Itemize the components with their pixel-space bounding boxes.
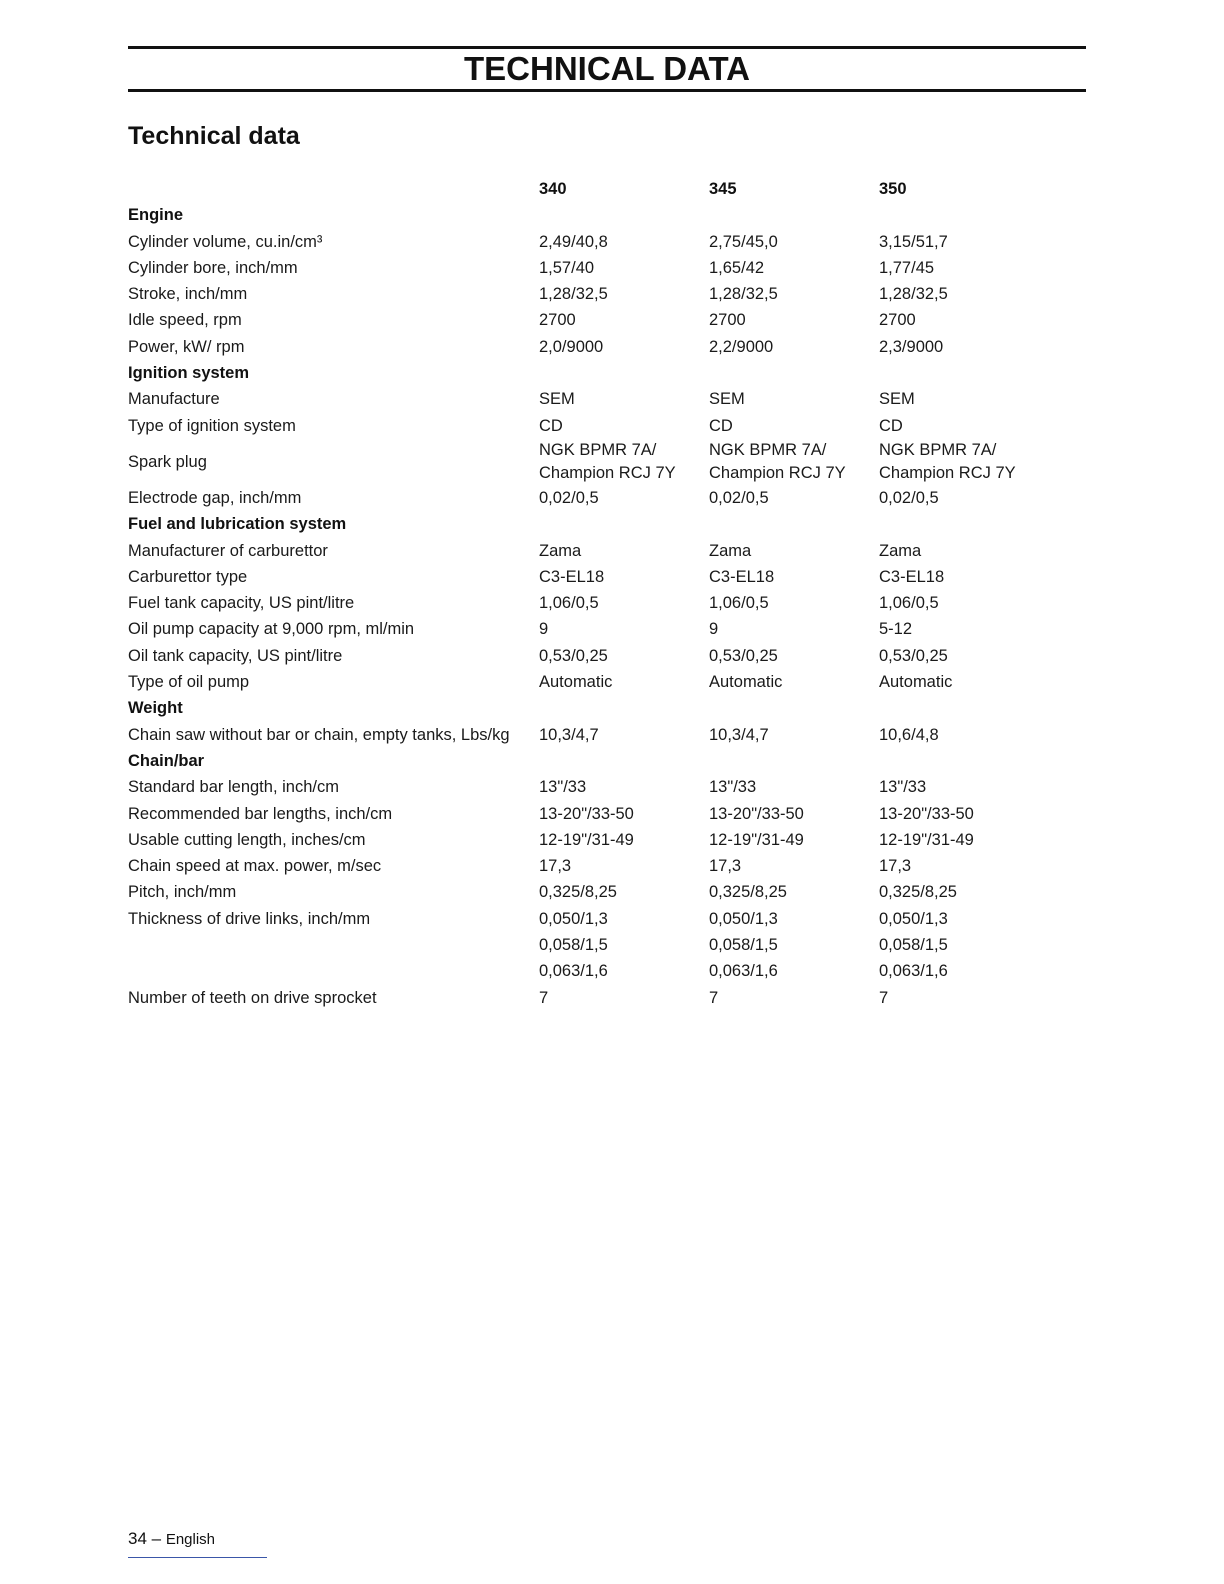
spec-value-340: 0,063/1,6 [539, 962, 608, 981]
spec-row [128, 643, 1088, 669]
spec-label: Recommended bar lengths, inch/cm [128, 804, 393, 823]
section-heading: Chain/bar [128, 751, 205, 770]
spec-value-345: 0,53/0,25 [709, 646, 778, 665]
spec-value-340: 9 [539, 620, 549, 639]
spec-value-350: 13-20"/33-50 [879, 804, 974, 823]
spec-row [128, 932, 1088, 958]
page-number: 34 [128, 1529, 147, 1548]
spec-value-340: 1,28/32,5 [539, 285, 608, 304]
spec-value-350: C3-EL18 [879, 567, 945, 586]
spec-value-350: 0,53/0,25 [879, 646, 948, 665]
section-heading: Ignition system [128, 364, 250, 383]
spec-value-350: Automatic [879, 673, 953, 692]
spec-row [128, 538, 1088, 564]
spec-value-345: 9 [709, 620, 719, 639]
spec-row [128, 985, 1088, 1011]
section-heading-row [128, 202, 1088, 228]
spec-value-340: CD [539, 416, 563, 435]
spec-value-340: 1,06/0,5 [539, 594, 599, 613]
spec-label: Type of oil pump [128, 673, 250, 692]
spec-row [128, 616, 1088, 642]
spec-value-345: 2700 [709, 311, 746, 330]
spec-value-350: 12-19"/31-49 [879, 830, 974, 849]
spec-value-350: NGK BPMR 7A/ Champion RCJ 7Y [879, 440, 1016, 482]
spec-value-340: Zama [539, 541, 582, 560]
spec-value-345: CD [709, 416, 733, 435]
section-heading-row [128, 748, 1088, 774]
spec-value-350: 2700 [879, 311, 916, 330]
spec-label: Spark plug [128, 452, 207, 471]
header-rule-top [128, 46, 1086, 49]
spec-row [128, 255, 1088, 281]
header-rule-bottom [128, 89, 1086, 92]
model-header-row [128, 176, 1088, 202]
spec-value-350: 1,77/45 [879, 258, 935, 277]
spec-value-345: NGK BPMR 7A/ Champion RCJ 7Y [709, 440, 846, 482]
spec-row [128, 879, 1088, 905]
spec-value-350: 17,3 [879, 857, 912, 876]
spec-value-340: 0,325/8,25 [539, 883, 617, 902]
technical-data-table [128, 176, 1088, 1011]
spec-value-345: 2,2/9000 [709, 337, 774, 356]
page-header-title: TECHNICAL DATA [464, 50, 750, 87]
section-heading-row [128, 360, 1088, 386]
spec-value-345: C3-EL18 [709, 567, 775, 586]
spec-label: Stroke, inch/mm [128, 285, 248, 304]
spec-value-350: 7 [879, 988, 889, 1007]
spec-row [128, 774, 1088, 800]
spec-value-350: 3,15/51,7 [879, 232, 948, 251]
spec-label: Electrode gap, inch/mm [128, 488, 302, 507]
spec-label: Manufacturer of carburettor [128, 541, 328, 560]
spec-row [128, 853, 1088, 879]
spec-value-340: 0,058/1,5 [539, 936, 608, 955]
spec-label: Idle speed, rpm [128, 311, 242, 330]
spec-row [128, 485, 1088, 511]
spec-value-350: 2,3/9000 [879, 337, 944, 356]
spec-row [128, 334, 1088, 360]
section-heading: Engine [128, 206, 184, 225]
spec-label: Type of ignition system [128, 416, 296, 435]
spec-label: Chain speed at max. power, m/sec [128, 857, 382, 876]
spec-value-345: 17,3 [709, 857, 742, 876]
spec-row [128, 413, 1088, 439]
spec-value-340: NGK BPMR 7A/ Champion RCJ 7Y [539, 440, 676, 482]
spec-value-345: 13-20"/33-50 [709, 804, 804, 823]
spec-value-345: 12-19"/31-49 [709, 830, 804, 849]
spec-label: Thickness of drive links, inch/mm [128, 909, 371, 928]
section-heading-row [128, 511, 1088, 537]
spec-value-345: 7 [709, 988, 719, 1007]
spec-value-350: 0,02/0,5 [879, 488, 939, 507]
spec-value-345: 0,063/1,6 [709, 962, 778, 981]
spec-label: Chain saw without bar or chain, empty tanks, Lbs/kg [128, 725, 510, 744]
spec-value-350: Zama [879, 541, 922, 560]
section-heading: Fuel and lubrication system [128, 515, 347, 534]
spec-value-345: 0,02/0,5 [709, 488, 769, 507]
spec-value-350: 13"/33 [879, 778, 927, 797]
spec-value-350: CD [879, 416, 903, 435]
spec-value-345: 10,3/4,7 [709, 725, 769, 744]
spec-row [128, 827, 1088, 853]
spec-value-350: 10,6/4,8 [879, 725, 939, 744]
spec-value-340: 2,0/9000 [539, 337, 604, 356]
spec-row [128, 801, 1088, 827]
spec-value-350: 0,058/1,5 [879, 936, 948, 955]
spec-row [128, 281, 1088, 307]
spec-label: Carburettor type [128, 567, 248, 586]
spec-value-345: 0,050/1,3 [709, 909, 778, 928]
spec-value-340: 7 [539, 988, 549, 1007]
spec-label: Number of teeth on drive sprocket [128, 988, 377, 1007]
spec-row [128, 906, 1088, 932]
spec-value-340: 0,050/1,3 [539, 909, 608, 928]
spec-value-340: 1,57/40 [539, 258, 595, 277]
spec-value-345: SEM [709, 390, 745, 409]
spec-label: Usable cutting length, inches/cm [128, 830, 366, 849]
spec-rows [128, 202, 1088, 1011]
spec-label: Fuel tank capacity, US pint/litre [128, 594, 355, 613]
spec-value-345: 1,65/42 [709, 258, 765, 277]
spec-row [128, 590, 1088, 616]
model-header-345: 345 [709, 180, 737, 198]
spec-value-350: SEM [879, 390, 915, 409]
spec-label: Standard bar length, inch/cm [128, 778, 339, 797]
section-title: Technical data [128, 122, 300, 150]
spec-value-350: 0,325/8,25 [879, 883, 957, 902]
spec-row [128, 229, 1088, 255]
spec-value-340: SEM [539, 390, 575, 409]
footer-language: English [165, 1531, 216, 1548]
spec-value-345: 2,75/45,0 [709, 232, 778, 251]
spec-value-345: 13"/33 [709, 778, 757, 797]
spec-label: Power, kW/ rpm [128, 337, 245, 356]
spec-value-350: 5-12 [879, 620, 913, 639]
spec-value-350: 0,050/1,3 [879, 909, 948, 928]
footer-separator: – [146, 1529, 166, 1548]
spec-row [128, 564, 1088, 590]
spec-value-345: 1,28/32,5 [709, 285, 778, 304]
spec-row [128, 722, 1088, 748]
spec-value-345: 0,058/1,5 [709, 936, 778, 955]
spec-value-340: C3-EL18 [539, 567, 605, 586]
spec-label: Pitch, inch/mm [128, 883, 237, 902]
spec-value-340: 12-19"/31-49 [539, 830, 634, 849]
spec-value-345: Zama [709, 541, 752, 560]
spec-row [128, 307, 1088, 333]
page-footer [128, 1528, 215, 1551]
spec-label: Cylinder volume, cu.in/cm³ [128, 232, 323, 251]
spec-label: Manufacture [128, 390, 220, 409]
spec-value-340: 0,02/0,5 [539, 488, 599, 507]
spec-row [128, 439, 1088, 485]
spec-value-340: 13"/33 [539, 778, 587, 797]
spec-value-340: Automatic [539, 673, 613, 692]
spec-value-340: 13-20"/33-50 [539, 804, 634, 823]
spec-row [128, 958, 1088, 984]
model-header-340: 340 [539, 180, 567, 198]
spec-value-350: 1,06/0,5 [879, 594, 939, 613]
spec-label: Oil pump capacity at 9,000 rpm, ml/min [128, 620, 415, 639]
spec-row [128, 669, 1088, 695]
section-heading-row [128, 695, 1088, 721]
spec-label: Oil tank capacity, US pint/litre [128, 646, 343, 665]
spec-value-340: 2700 [539, 311, 576, 330]
spec-row [128, 386, 1088, 412]
spec-value-345: 1,06/0,5 [709, 594, 769, 613]
spec-value-345: Automatic [709, 673, 783, 692]
spec-value-340: 17,3 [539, 857, 572, 876]
footer-rule [128, 1557, 267, 1558]
spec-value-350: 0,063/1,6 [879, 962, 948, 981]
model-header-350: 350 [879, 180, 907, 198]
spec-value-340: 10,3/4,7 [539, 725, 599, 744]
section-heading: Weight [128, 699, 183, 718]
spec-value-340: 2,49/40,8 [539, 232, 608, 251]
spec-value-340: 0,53/0,25 [539, 646, 608, 665]
spec-label: Cylinder bore, inch/mm [128, 258, 298, 277]
spec-value-350: 1,28/32,5 [879, 285, 948, 304]
spec-value-345: 0,325/8,25 [709, 883, 787, 902]
